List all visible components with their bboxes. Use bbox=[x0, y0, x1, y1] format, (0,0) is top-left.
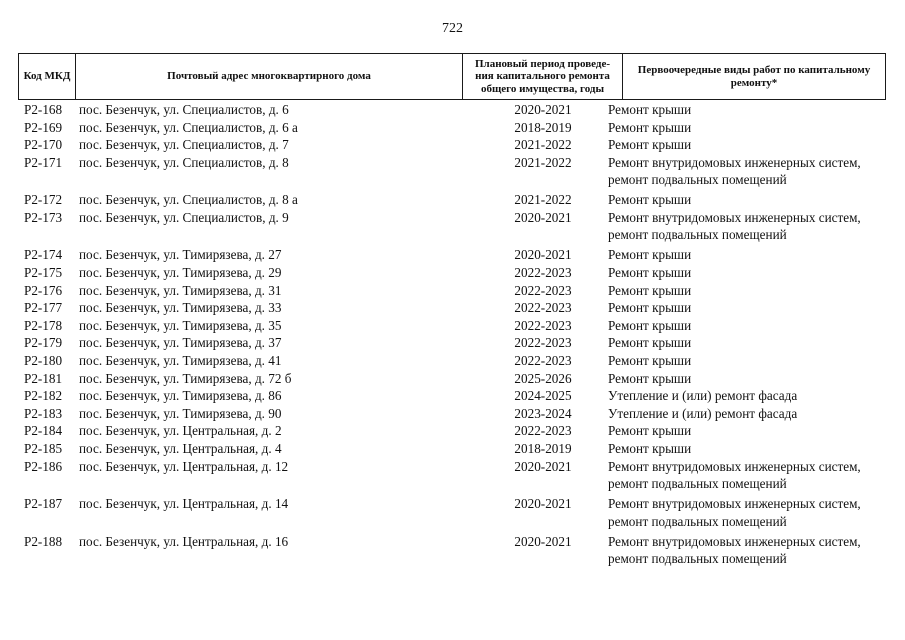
works-line: Утепление и (или) ремонт фасада bbox=[608, 388, 798, 404]
works-line: Ремонт крыши bbox=[608, 119, 692, 135]
cell-code: P2-180 bbox=[24, 352, 63, 368]
cell-period: 2021-2022 bbox=[514, 192, 572, 208]
table-row bbox=[18, 458, 886, 496]
cell-period: 2021-2022 bbox=[514, 154, 572, 170]
cell-works bbox=[608, 154, 888, 189]
works-line: Ремонт крыши bbox=[608, 264, 692, 280]
cell-code: P2-176 bbox=[24, 282, 63, 298]
cell-address: пос. Безенчук, ул. Специалистов, д. 8 bbox=[79, 154, 289, 170]
cell-works bbox=[608, 317, 888, 335]
cell-address: пос. Безенчук, ул. Специалистов, д. 8 а bbox=[79, 192, 298, 208]
cell-works bbox=[608, 282, 888, 300]
cell-period: 2021-2022 bbox=[514, 137, 572, 153]
table-row bbox=[18, 317, 886, 335]
cell-works bbox=[608, 119, 888, 137]
table-body bbox=[18, 101, 886, 570]
cell-address: пос. Безенчук, ул. Специалистов, д. 6 bbox=[79, 102, 289, 117]
table-row bbox=[18, 136, 886, 154]
cell-works bbox=[608, 370, 888, 388]
cell-address: пос. Безенчук, ул. Тимирязева, д. 29 bbox=[79, 264, 282, 280]
cell-address: пос. Безенчук, ул. Тимирязева, д. 41 bbox=[79, 352, 282, 368]
table-row bbox=[18, 299, 886, 317]
table-row bbox=[18, 533, 886, 571]
table-row bbox=[18, 334, 886, 352]
cell-code: P2-179 bbox=[24, 335, 63, 351]
cell-period: 2020-2021 bbox=[514, 533, 572, 549]
cell-code: P2-177 bbox=[24, 300, 63, 316]
cell-code: P2-172 bbox=[24, 192, 63, 208]
cell-code: P2-188 bbox=[24, 533, 63, 549]
cell-period: 2020-2021 bbox=[514, 209, 572, 225]
cell-works bbox=[608, 440, 888, 458]
cell-period: 2025-2026 bbox=[514, 370, 572, 386]
cell-code: P2-183 bbox=[24, 405, 63, 421]
table-row bbox=[18, 422, 886, 440]
cell-code: P2-175 bbox=[24, 264, 63, 280]
works-line: Ремонт крыши bbox=[608, 137, 692, 153]
cell-works bbox=[608, 387, 888, 405]
cell-period: 2022-2023 bbox=[514, 282, 572, 298]
cell-address: пос. Безенчук, ул. Специалистов, д. 7 bbox=[79, 137, 289, 153]
table-row bbox=[18, 282, 886, 300]
cell-address: пос. Безенчук, ул. Тимирязева, д. 90 bbox=[79, 405, 282, 421]
table-row bbox=[18, 101, 886, 119]
cell-works bbox=[608, 299, 888, 317]
cell-works bbox=[608, 405, 888, 423]
cell-period: 2020-2021 bbox=[514, 102, 572, 117]
cell-works bbox=[608, 334, 888, 352]
table-row bbox=[18, 154, 886, 192]
cell-code: P2-182 bbox=[24, 388, 63, 404]
cell-address: пос. Безенчук, ул. Тимирязева, д. 86 bbox=[79, 388, 282, 404]
cell-works bbox=[608, 495, 888, 530]
works-line: Ремонт крыши bbox=[608, 247, 692, 263]
header-address: Почтовый адрес многоквартирного дома bbox=[76, 54, 463, 99]
works-line: Ремонт крыши bbox=[608, 352, 692, 368]
cell-address: пос. Безенчук, ул. Специалистов, д. 6 а bbox=[79, 119, 298, 135]
works-line: Ремонт крыши bbox=[608, 300, 692, 316]
cell-works bbox=[608, 458, 888, 493]
works-line: Ремонт внутридомовых инженерных систем, bbox=[608, 533, 861, 549]
works-line: Ремонт крыши bbox=[608, 282, 692, 298]
cell-period: 2022-2023 bbox=[514, 317, 572, 333]
cell-works bbox=[608, 264, 888, 282]
cell-address: пос. Безенчук, ул. Центральная, д. 16 bbox=[79, 533, 289, 549]
table-row bbox=[18, 264, 886, 282]
cell-works bbox=[608, 352, 888, 370]
cell-code: P2-168 bbox=[24, 102, 63, 117]
header-period: Плановый период проведе-ния капитального ремонта общего имущества, годы bbox=[463, 54, 623, 99]
cell-address: пос. Безенчук, ул. Специалистов, д. 9 bbox=[79, 209, 289, 225]
table-row bbox=[18, 352, 886, 370]
cell-address: пос. Безенчук, ул. Центральная, д. 2 bbox=[79, 423, 282, 439]
cell-code: P2-169 bbox=[24, 119, 63, 135]
works-line: Ремонт крыши bbox=[608, 335, 692, 351]
table-row bbox=[18, 370, 886, 388]
works-line: Ремонт крыши bbox=[608, 370, 692, 386]
table-row bbox=[18, 191, 886, 209]
cell-period: 2022-2023 bbox=[514, 423, 572, 439]
header-code: Код МКД bbox=[19, 54, 76, 99]
cell-address: пос. Безенчук, ул. Тимирязева, д. 37 bbox=[79, 335, 282, 351]
cell-code: P2-187 bbox=[24, 496, 63, 511]
cell-code: P2-173 bbox=[24, 209, 63, 225]
cell-period: 2018-2019 bbox=[514, 119, 572, 135]
cell-code: P2-171 bbox=[24, 154, 63, 170]
table-row bbox=[18, 209, 886, 247]
cell-period: 2018-2019 bbox=[514, 440, 572, 456]
page-number: 722 bbox=[442, 21, 463, 36]
cell-address: пос. Безенчук, ул. Центральная, д. 14 bbox=[79, 496, 289, 511]
cell-works bbox=[608, 422, 888, 440]
cell-code: P2-181 bbox=[24, 370, 63, 386]
cell-period: 2023-2024 bbox=[514, 405, 572, 421]
cell-works bbox=[608, 136, 888, 154]
cell-works bbox=[608, 533, 888, 568]
cell-works bbox=[608, 209, 888, 244]
table-header bbox=[18, 53, 886, 100]
works-line: Ремонт крыши bbox=[608, 440, 692, 456]
works-line: Утепление и (или) ремонт фасада bbox=[608, 405, 798, 421]
works-line: Ремонт внутридомовых инженерных систем, bbox=[608, 458, 861, 474]
cell-code: P2-185 bbox=[24, 440, 63, 456]
cell-address: пос. Безенчук, ул. Центральная, д. 12 bbox=[79, 458, 289, 474]
works-line: ремонт подвальных помещений bbox=[608, 172, 787, 188]
works-line: Ремонт внутридомовых инженерных систем, bbox=[608, 209, 861, 225]
cell-code: P2-170 bbox=[24, 137, 63, 153]
cell-period: 2024-2025 bbox=[514, 388, 572, 404]
works-line: Ремонт крыши bbox=[608, 192, 692, 208]
cell-period: 2020-2021 bbox=[514, 458, 572, 474]
works-line: Ремонт внутридомовых инженерных систем, bbox=[608, 154, 861, 170]
works-line: ремонт подвальных помещений bbox=[608, 513, 787, 529]
cell-period: 2020-2021 bbox=[514, 247, 572, 263]
works-line: Ремонт крыши bbox=[608, 317, 692, 333]
cell-works bbox=[608, 101, 888, 119]
works-line: ремонт подвальных помещений bbox=[608, 227, 787, 243]
cell-period: 2022-2023 bbox=[514, 352, 572, 368]
table-row bbox=[18, 387, 886, 405]
cell-period: 2022-2023 bbox=[514, 335, 572, 351]
cell-period: 2022-2023 bbox=[514, 264, 572, 280]
cell-code: P2-184 bbox=[24, 423, 63, 439]
cell-code: P2-178 bbox=[24, 317, 63, 333]
cell-address: пос. Безенчук, ул. Тимирязева, д. 72 б bbox=[79, 370, 292, 386]
cell-period: 2022-2023 bbox=[514, 300, 572, 316]
cell-works bbox=[608, 191, 888, 209]
works-line: ремонт подвальных помещений bbox=[608, 476, 787, 492]
header-works: Первоочередные виды работ по капитальному ремонту* bbox=[637, 63, 871, 89]
table-row bbox=[18, 495, 886, 533]
table-row bbox=[18, 119, 886, 137]
works-line: Ремонт крыши bbox=[608, 102, 692, 117]
table-row bbox=[18, 405, 886, 423]
works-line: ремонт подвальных помещений bbox=[608, 551, 787, 567]
table-row bbox=[18, 440, 886, 458]
cell-address: пос. Безенчук, ул. Тимирязева, д. 31 bbox=[79, 282, 282, 298]
cell-code: P2-186 bbox=[24, 458, 63, 474]
cell-works bbox=[608, 246, 888, 264]
works-line: Ремонт крыши bbox=[608, 423, 692, 439]
cell-address: пос. Безенчук, ул. Тимирязева, д. 33 bbox=[79, 300, 282, 316]
cell-period: 2020-2021 bbox=[514, 496, 572, 511]
cell-address: пос. Безенчук, ул. Тимирязева, д. 27 bbox=[79, 247, 282, 263]
table-row bbox=[18, 246, 886, 264]
cell-address: пос. Безенчук, ул. Тимирязева, д. 35 bbox=[79, 317, 282, 333]
cell-code: P2-174 bbox=[24, 247, 63, 263]
works-line: Ремонт внутридомовых инженерных систем, bbox=[608, 496, 861, 511]
cell-address: пос. Безенчук, ул. Центральная, д. 4 bbox=[79, 440, 282, 456]
